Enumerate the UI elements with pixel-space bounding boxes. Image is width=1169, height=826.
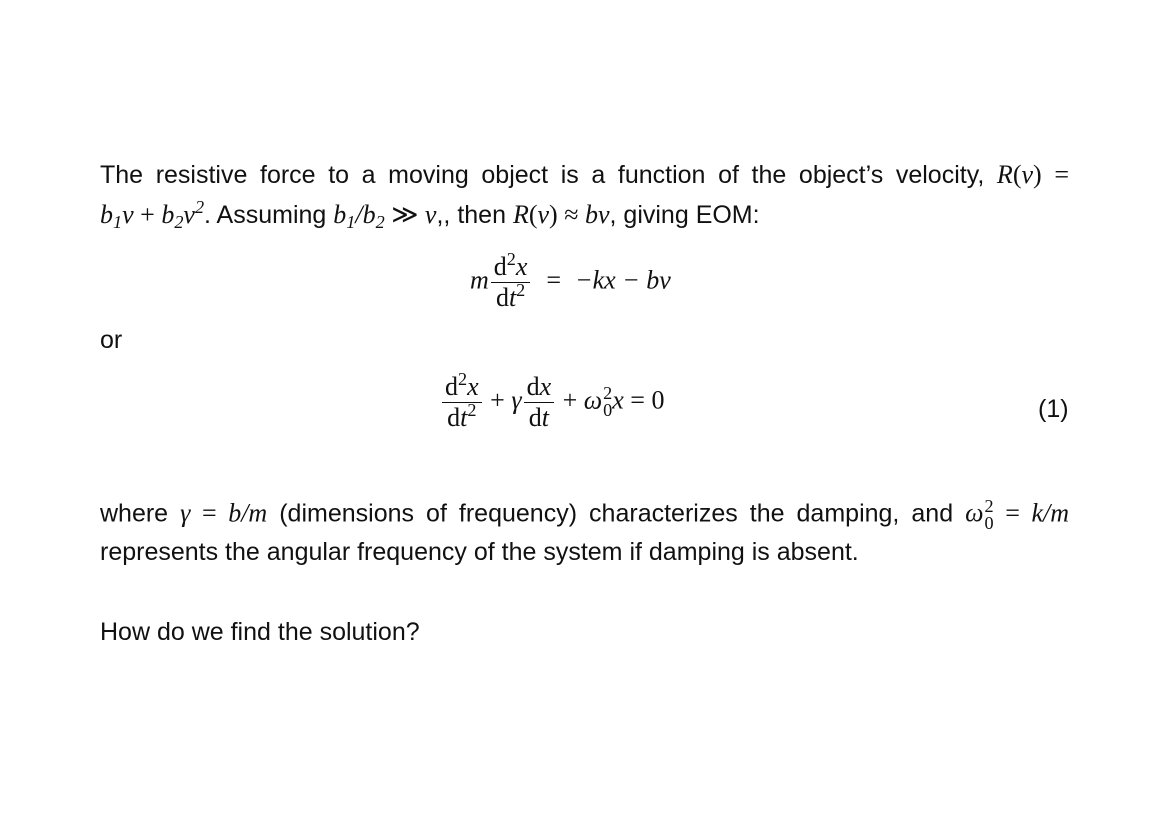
resistive-force-function: R [996, 160, 1013, 189]
paragraph-1-text-d: , giving EOM: [609, 201, 760, 229]
equals-sign: = [1054, 160, 1069, 189]
paragraph-2-line-1: where γ = b/m (dimensions of frequency) characterizes the damping, and ω 2 0 = k/m [100, 496, 1069, 534]
paragraph-1-text-c: , then [443, 201, 506, 229]
force-expansion: $b_1v$ [100, 200, 134, 233]
eq1-first-derivative: $\frac{dx}{dt}$ [524, 372, 555, 433]
paragraph-1-line-2: $b_1v + b_2v^2$. Assuming $b_1/b_2$ ≫ v,, then R(v) ≈ bv, giving EOM: [100, 197, 760, 233]
damped-oscillator-equation: $\frac{d^2x}{dt^2}$ + γ $\frac{dx}{dt}$ + ω 2 0 x = 0 [440, 372, 664, 433]
connector-text: or [100, 326, 123, 354]
paragraph-2-line-2: represents the angular frequency of the system if damping is absent. [100, 538, 859, 566]
eq1-zero: 0 [651, 385, 665, 415]
dimensions-text: (dimensions of frequency) characterizes the damping, and [279, 499, 954, 528]
where-word: where [100, 499, 169, 528]
equation-number: (1) [1038, 395, 1069, 423]
gamma-symbol: γ [511, 385, 522, 415]
omega-symbol: ω [583, 385, 603, 415]
linear-approximation: R [512, 200, 529, 229]
paragraph-1-text-b: . Assuming [204, 201, 327, 229]
eom-mass: m [470, 265, 489, 295]
question-text: How do we find the solution? [100, 618, 420, 646]
eom-equals: = [546, 265, 562, 295]
eq1-second-derivative: $\frac{d^2x}{dt^2}$ [442, 372, 482, 433]
eom-rhs: −kx − bv [575, 265, 671, 295]
equation-of-motion [470, 249, 671, 313]
assumption-expression: $b_1/b_2$ [333, 200, 385, 233]
paragraph-1-text-a: The resistive force to a moving object is a function of the object’s velocity, [100, 161, 985, 189]
paragraph-1-line-1: The resistive force to a moving object is a function of the object’s velocity, R(v) = [100, 160, 1069, 189]
omega-definition: ω 2 0 [965, 496, 994, 534]
second-derivative-fraction: $\frac{d^2x}{dt^2}$ [491, 252, 531, 313]
gamma-definition: γ [180, 498, 191, 528]
